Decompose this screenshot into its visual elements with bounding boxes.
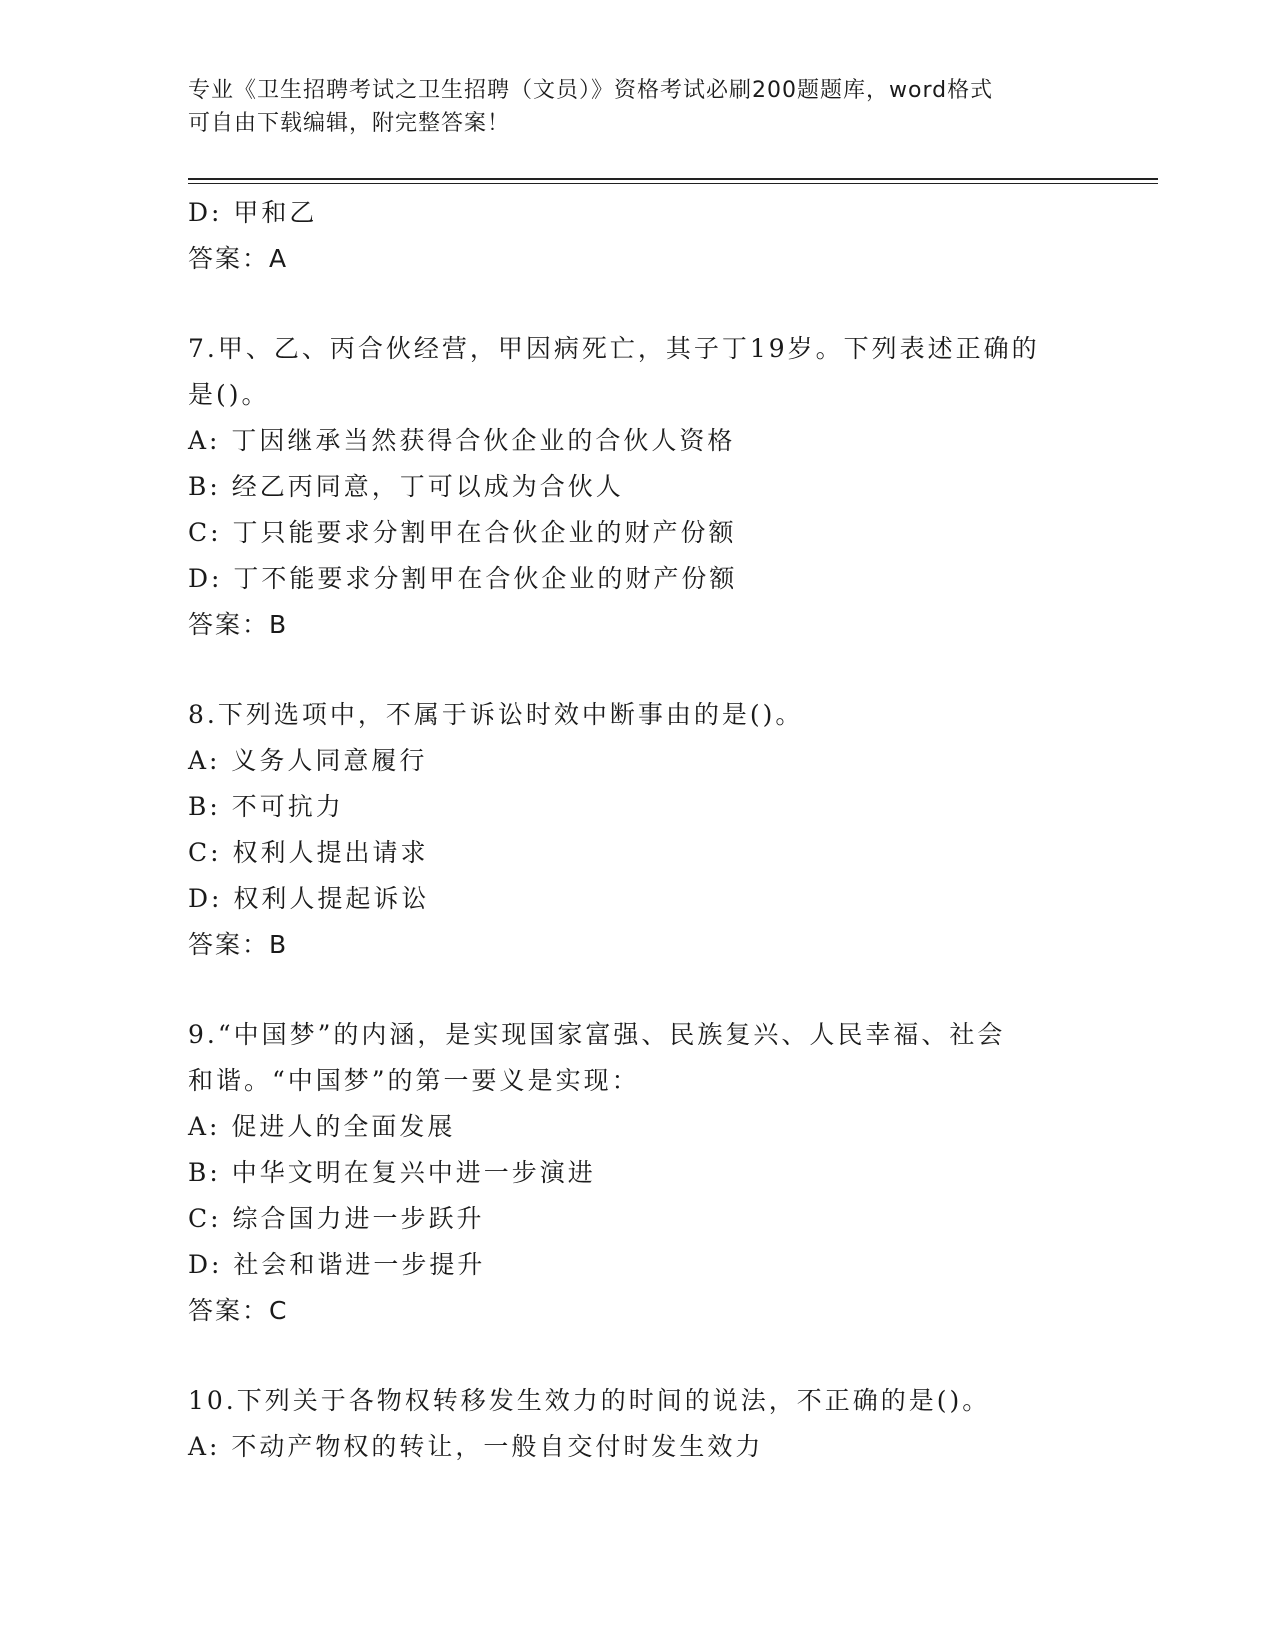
header-divider-thick [188, 178, 1158, 180]
option-d: D: 权利人提起诉讼 [188, 884, 430, 913]
question-list [188, 190, 1088, 1470]
option-a: A: 丁因继承当然获得合伙企业的合伙人资格 [188, 426, 736, 455]
option-b: B: 中华文明在复兴中进一步演进 [188, 1158, 596, 1187]
option-d: D: 社会和谐进一步提升 [188, 1250, 486, 1279]
spacer [188, 648, 1088, 692]
answer-line: 答案：B [188, 930, 289, 959]
spacer [188, 968, 1088, 1012]
document-header [188, 74, 1088, 140]
question-stem-continued: 和谐。“中国梦”的第一要义是实现： [188, 1066, 640, 1095]
option-d: D: 丁不能要求分割甲在合伙企业的财产份额 [188, 564, 738, 593]
question-stem-continued: 是()。 [188, 380, 270, 409]
spacer [188, 282, 1088, 326]
option-b: B: 不可抗力 [188, 792, 344, 821]
question-stem: 8.下列选项中，不属于诉讼时效中断事由的是()。 [188, 700, 804, 729]
option-d: D: 甲和乙 [188, 198, 318, 227]
option-c: C: 丁只能要求分割甲在合伙企业的财产份额 [188, 518, 737, 547]
question-8 [188, 692, 1088, 968]
option-c: C: 权利人提出请求 [188, 838, 429, 867]
option-b: B: 经乙丙同意，丁可以成为合伙人 [188, 472, 624, 501]
answer-line: 答案：A [188, 244, 289, 273]
question-9 [188, 1012, 1088, 1334]
question-stem: 9.“中国梦”的内涵，是实现国家富强、民族复兴、人民幸福、社会 [188, 1020, 1006, 1049]
answer-line: 答案：C [188, 1296, 289, 1325]
answer-line: 答案：B [188, 610, 289, 639]
option-a: A: 义务人同意履行 [188, 746, 428, 775]
header-line-1: 专业《卫生招聘考试之卫生招聘（文员）》资格考试必刷200题题库，word格式 [188, 78, 994, 103]
option-c: C: 综合国力进一步跃升 [188, 1204, 485, 1233]
option-a: A: 促进人的全面发展 [188, 1112, 456, 1141]
spacer [188, 1334, 1088, 1378]
question-7 [188, 326, 1088, 648]
header-line-2: 可自由下载编辑，附完整答案！ [188, 111, 511, 136]
question-10 [188, 1378, 1088, 1470]
question-stem: 10.下列关于各物权转移发生效力的时间的说法，不正确的是()。 [188, 1386, 991, 1415]
option-a: A: 不动产物权的转让，一般自交付时发生效力 [188, 1432, 764, 1461]
question-stem: 7.甲、乙、丙合伙经营，甲因病死亡，其子丁19岁。下列表述正确的 [188, 334, 1040, 363]
header-divider-thin [188, 183, 1158, 184]
